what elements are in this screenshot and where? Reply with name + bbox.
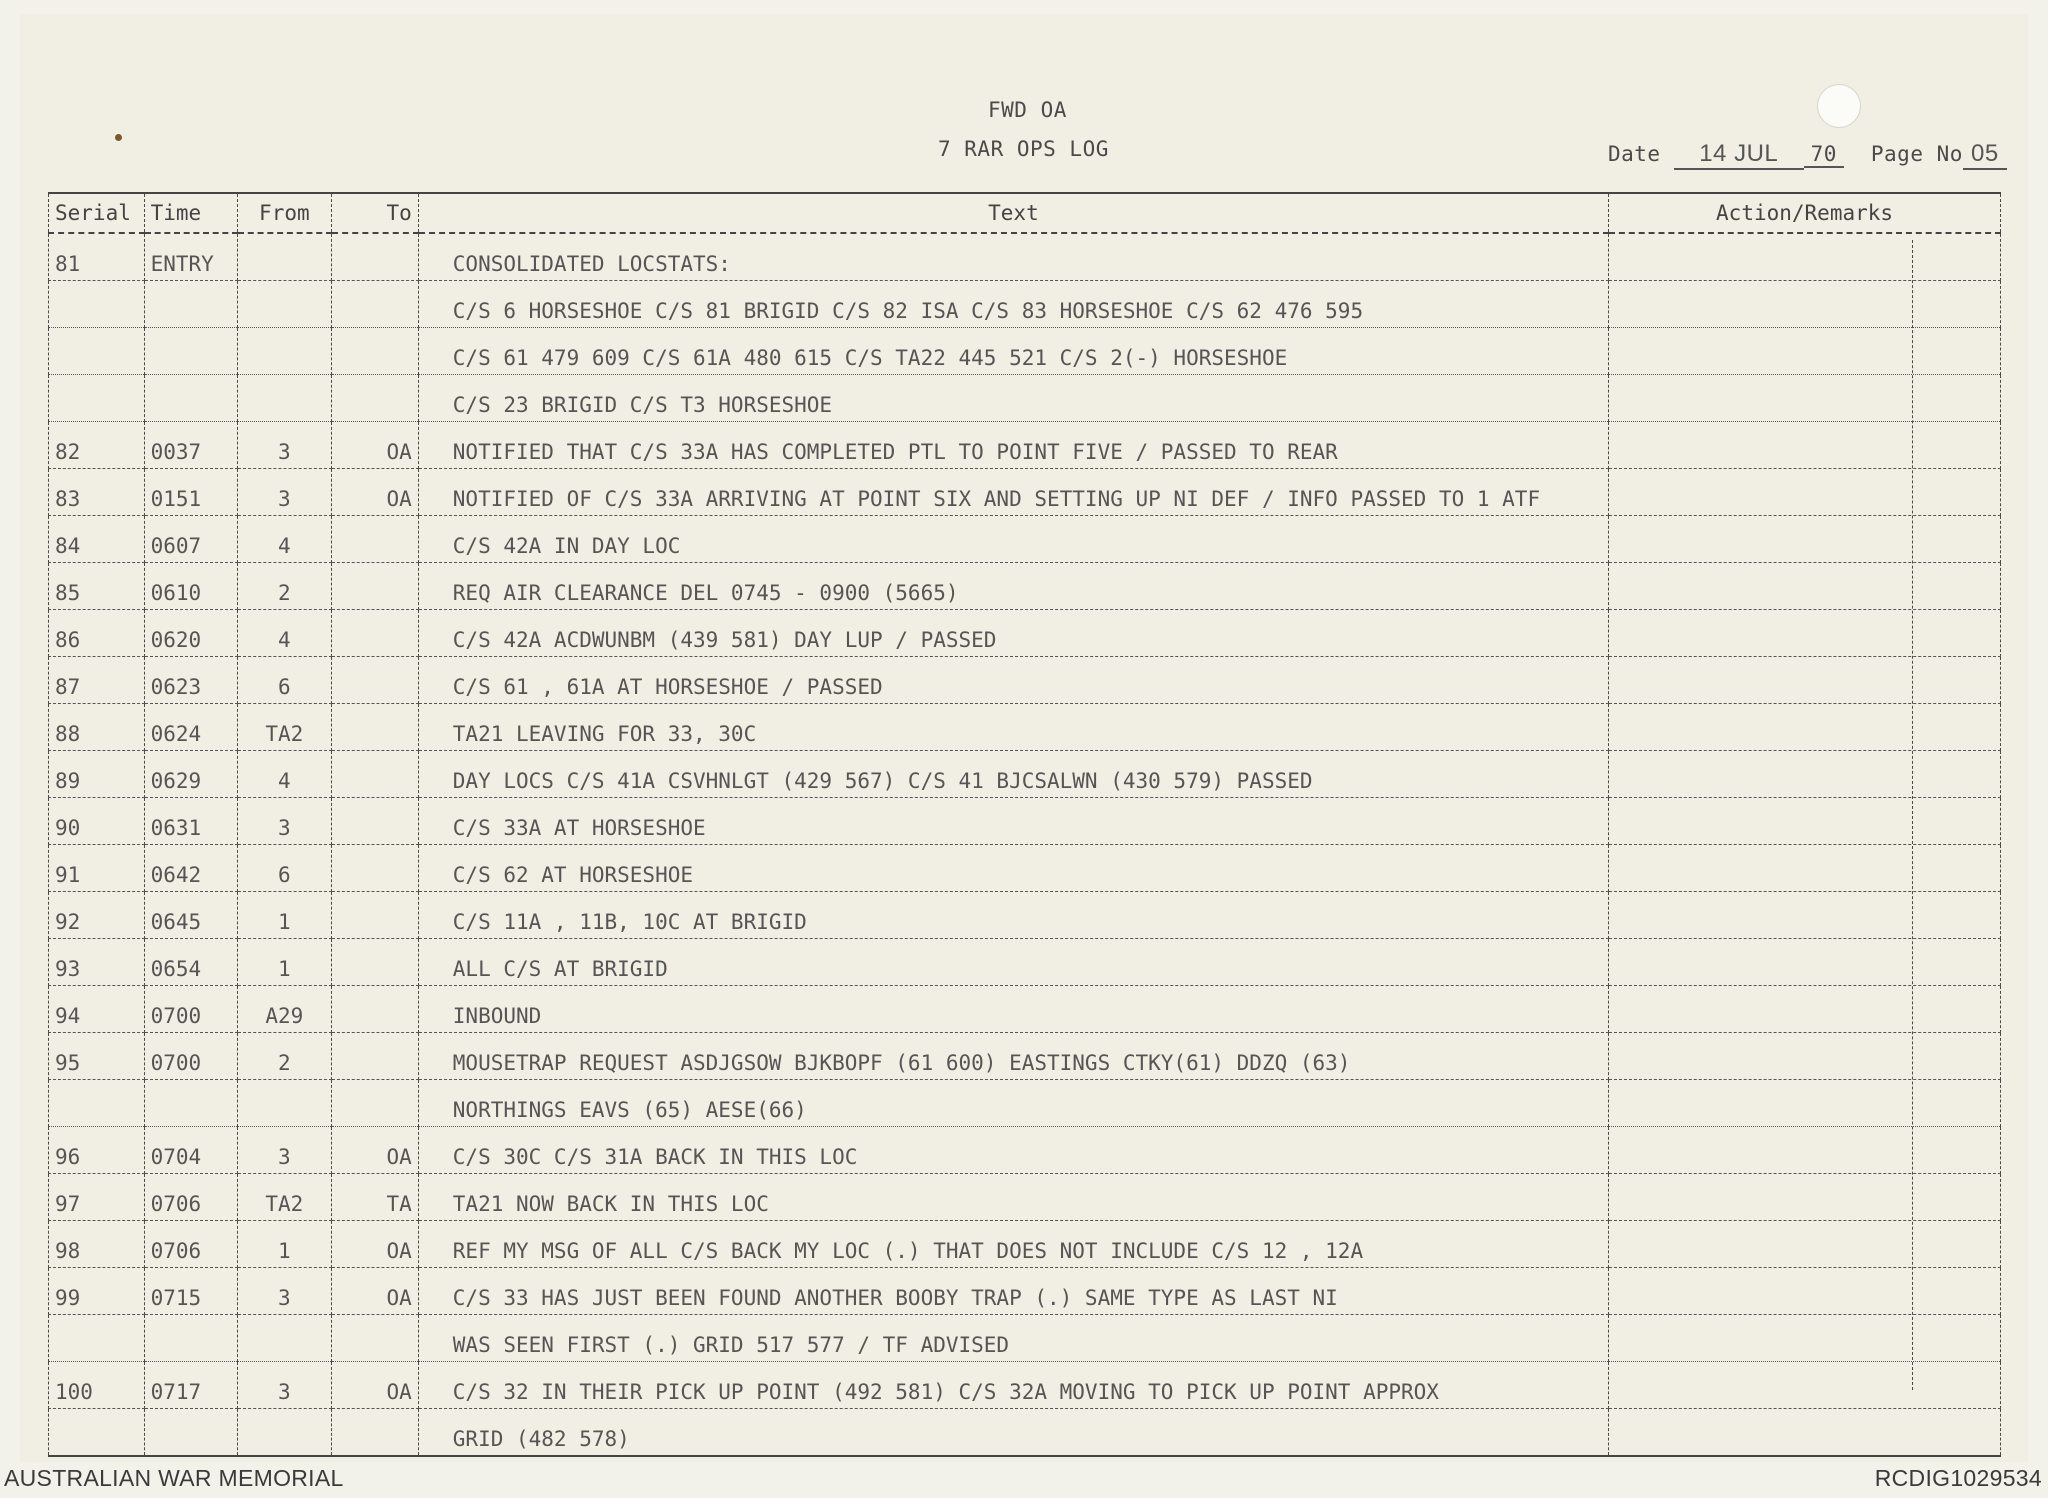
cell-from: 3: [238, 1268, 332, 1315]
cell-to: [331, 610, 418, 657]
cell-serial: 100: [49, 1362, 145, 1409]
cell-from: 4: [238, 610, 332, 657]
table-row: [49, 939, 2001, 986]
cell-serial: 99: [49, 1268, 145, 1315]
cell-from: 3: [238, 798, 332, 845]
cell-text: ALL C/S AT BRIGID: [418, 939, 1608, 986]
cell-time: 0706: [144, 1174, 238, 1221]
cell-from: TA2: [238, 704, 332, 751]
cell-time: 0607: [144, 516, 238, 563]
table-row: [49, 1362, 2001, 1409]
cell-to: [331, 892, 418, 939]
cell-to: [331, 233, 418, 281]
cell-serial: 84: [49, 516, 145, 563]
cell-time: ENTRY: [144, 233, 238, 281]
cell-from: [238, 328, 332, 375]
table-header-row: [49, 193, 2001, 233]
cell-action-remarks: [1609, 563, 2001, 610]
cell-text: C/S 42A ACDWUNBM (439 581) DAY LUP / PASSED: [418, 610, 1608, 657]
table-row: [49, 892, 2001, 939]
cell-time: 0624: [144, 704, 238, 751]
table-row: [49, 1315, 2001, 1362]
cell-text: REF MY MSG OF ALL C/S BACK MY LOC (.) THAT DOES NOT INCLUDE C/S 12 , 12A: [418, 1221, 1608, 1268]
cell-text: CONSOLIDATED LOCSTATS:: [418, 233, 1608, 281]
cell-serial: 83: [49, 469, 145, 516]
cell-from: [238, 1315, 332, 1362]
cell-serial: 92: [49, 892, 145, 939]
table-row: [49, 375, 2001, 422]
cell-from: 3: [238, 422, 332, 469]
table-row: [49, 1409, 2001, 1457]
cell-from: 2: [238, 563, 332, 610]
cell-from: 1: [238, 1221, 332, 1268]
cell-action-remarks: [1609, 1221, 2001, 1268]
cell-action-remarks: [1609, 1127, 2001, 1174]
log-body: [49, 233, 2001, 1456]
date-label: Date: [1608, 142, 1661, 166]
log-title: 7 RAR OPS LOG: [938, 137, 1109, 161]
cell-time: 0610: [144, 563, 238, 610]
cell-time: 0623: [144, 657, 238, 704]
cell-to: [331, 375, 418, 422]
cell-time: 0037: [144, 422, 238, 469]
cell-action-remarks: [1609, 281, 2001, 328]
cell-to: OA: [331, 469, 418, 516]
col-from: From: [238, 193, 332, 233]
table-row: [49, 704, 2001, 751]
cell-time: [144, 1080, 238, 1127]
table-row: [49, 1174, 2001, 1221]
cell-from: TA2: [238, 1174, 332, 1221]
cell-text: C/S 6 HORSESHOE C/S 81 BRIGID C/S 82 ISA C/S 83 HORSESHOE C/S 62 476 595: [418, 281, 1608, 328]
cell-action-remarks: [1609, 939, 2001, 986]
table-row: [49, 1127, 2001, 1174]
action-remarks-divider: [1912, 240, 1913, 1390]
table-row: [49, 845, 2001, 892]
cell-serial: 89: [49, 751, 145, 798]
unit-label: FWD OA: [988, 98, 1067, 122]
cell-from: 3: [238, 1127, 332, 1174]
cell-to: OA: [331, 422, 418, 469]
cell-serial: 86: [49, 610, 145, 657]
cell-serial: [49, 1315, 145, 1362]
cell-time: [144, 375, 238, 422]
cell-text: C/S 33 HAS JUST BEEN FOUND ANOTHER BOOBY TRAP (.) SAME TYPE AS LAST NI: [418, 1268, 1608, 1315]
cell-serial: [49, 1409, 145, 1457]
cell-time: [144, 1315, 238, 1362]
ops-log-table: [48, 192, 2001, 1457]
col-action-remarks: Action/Remarks: [1609, 193, 2001, 233]
cell-action-remarks: [1609, 422, 2001, 469]
cell-text: C/S 61 , 61A AT HORSESHOE / PASSED: [418, 657, 1608, 704]
cell-time: 0700: [144, 986, 238, 1033]
cell-from: [238, 375, 332, 422]
cell-from: [238, 1080, 332, 1127]
cell-time: 0704: [144, 1127, 238, 1174]
cell-text: NOTIFIED OF C/S 33A ARRIVING AT POINT SIX AND SETTING UP NI DEF / INFO PASSED TO 1 ATF: [418, 469, 1608, 516]
cell-to: [331, 1409, 418, 1457]
col-text: Text: [418, 193, 1608, 233]
cell-text: MOUSETRAP REQUEST ASDJGSOW BJKBOPF (61 600) EASTINGS CTKY(61) DDZQ (63): [418, 1033, 1608, 1080]
table-row: [49, 233, 2001, 281]
cell-from: 2: [238, 1033, 332, 1080]
cell-to: [331, 281, 418, 328]
cell-action-remarks: [1609, 375, 2001, 422]
cell-to: [331, 563, 418, 610]
table-row: [49, 328, 2001, 375]
cell-time: 0620: [144, 610, 238, 657]
cell-to: [331, 328, 418, 375]
cell-action-remarks: [1609, 610, 2001, 657]
cell-serial: 90: [49, 798, 145, 845]
cell-from: 4: [238, 751, 332, 798]
cell-time: 0717: [144, 1362, 238, 1409]
cell-text: C/S 42A IN DAY LOC: [418, 516, 1608, 563]
cell-to: OA: [331, 1127, 418, 1174]
footer-id: RCDIG1029534: [1874, 1465, 2042, 1491]
cell-action-remarks: [1609, 704, 2001, 751]
cell-action-remarks: [1609, 469, 2001, 516]
cell-to: [331, 751, 418, 798]
cell-to: OA: [331, 1362, 418, 1409]
cell-time: 0706: [144, 1221, 238, 1268]
cell-text: DAY LOCS C/S 41A CSVHNLGT (429 567) C/S 41 BJCSALWN (430 579) PASSED: [418, 751, 1608, 798]
cell-from: 3: [238, 469, 332, 516]
cell-from: 1: [238, 939, 332, 986]
cell-text: C/S 30C C/S 31A BACK IN THIS LOC: [418, 1127, 1608, 1174]
cell-from: 1: [238, 892, 332, 939]
page-value: 05: [1963, 140, 2007, 170]
cell-time: 0700: [144, 1033, 238, 1080]
cell-text: C/S 62 AT HORSESHOE: [418, 845, 1608, 892]
cell-from: 3: [238, 1362, 332, 1409]
cell-serial: 94: [49, 986, 145, 1033]
cell-to: OA: [331, 1221, 418, 1268]
cell-action-remarks: [1609, 1033, 2001, 1080]
table-row: [49, 798, 2001, 845]
table-row: [49, 281, 2001, 328]
cell-text: C/S 23 BRIGID C/S T3 HORSESHOE: [418, 375, 1608, 422]
cell-to: [331, 986, 418, 1033]
cell-from: [238, 233, 332, 281]
table-row: [49, 986, 2001, 1033]
cell-time: [144, 1409, 238, 1457]
cell-action-remarks: [1609, 986, 2001, 1033]
table-row: [49, 469, 2001, 516]
cell-to: [331, 845, 418, 892]
cell-text: C/S 61 479 609 C/S 61A 480 615 C/S TA22 445 521 C/S 2(-) HORSESHOE: [418, 328, 1608, 375]
cell-action-remarks: [1609, 798, 2001, 845]
table-row: [49, 1080, 2001, 1127]
table-row: [49, 610, 2001, 657]
cell-serial: 96: [49, 1127, 145, 1174]
cell-time: [144, 281, 238, 328]
cell-to: [331, 939, 418, 986]
cell-to: [331, 516, 418, 563]
cell-action-remarks: [1609, 516, 2001, 563]
table-row: [49, 1268, 2001, 1315]
cell-serial: 93: [49, 939, 145, 986]
cell-time: 0629: [144, 751, 238, 798]
year-value: 70: [1804, 142, 1844, 168]
cell-time: [144, 328, 238, 375]
cell-serial: 87: [49, 657, 145, 704]
ink-spot: [115, 134, 122, 141]
cell-time: 0715: [144, 1268, 238, 1315]
cell-serial: 98: [49, 1221, 145, 1268]
cell-from: 6: [238, 657, 332, 704]
cell-time: 0645: [144, 892, 238, 939]
cell-action-remarks: [1609, 845, 2001, 892]
cell-text: REQ AIR CLEARANCE DEL 0745 - 0900 (5665): [418, 563, 1608, 610]
col-to: To: [331, 193, 418, 233]
cell-serial: [49, 375, 145, 422]
cell-action-remarks: [1609, 1362, 2001, 1409]
cell-action-remarks: [1609, 1409, 2001, 1457]
cell-serial: [49, 328, 145, 375]
cell-serial: 82: [49, 422, 145, 469]
cell-serial: [49, 281, 145, 328]
table-row: [49, 657, 2001, 704]
date-field: [1608, 140, 2007, 170]
cell-text: WAS SEEN FIRST (.) GRID 517 577 / TF ADVISED: [418, 1315, 1608, 1362]
cell-action-remarks: [1609, 1080, 2001, 1127]
footer-source: AUSTRALIAN WAR MEMORIAL: [4, 1465, 344, 1491]
cell-action-remarks: [1609, 1174, 2001, 1221]
cell-serial: 85: [49, 563, 145, 610]
cell-from: A29: [238, 986, 332, 1033]
punch-hole: [1817, 84, 1861, 128]
cell-time: 0654: [144, 939, 238, 986]
cell-serial: 95: [49, 1033, 145, 1080]
cell-action-remarks: [1609, 1268, 2001, 1315]
cell-action-remarks: [1609, 657, 2001, 704]
cell-text: C/S 33A AT HORSESHOE: [418, 798, 1608, 845]
cell-from: [238, 1409, 332, 1457]
table-row: [49, 751, 2001, 798]
cell-text: NOTIFIED THAT C/S 33A HAS COMPLETED PTL TO POINT FIVE / PASSED TO REAR: [418, 422, 1608, 469]
date-value: 14 JUL: [1674, 140, 1804, 170]
cell-text: TA21 LEAVING FOR 33, 30C: [418, 704, 1608, 751]
cell-from: [238, 281, 332, 328]
cell-action-remarks: [1609, 892, 2001, 939]
cell-text: GRID (482 578): [418, 1409, 1608, 1457]
col-serial: Serial: [49, 193, 145, 233]
cell-text: NORTHINGS EAVS (65) AESE(66): [418, 1080, 1608, 1127]
table-row: [49, 1221, 2001, 1268]
table-row: [49, 516, 2001, 563]
cell-serial: 97: [49, 1174, 145, 1221]
cell-to: [331, 1080, 418, 1127]
cell-text: INBOUND: [418, 986, 1608, 1033]
cell-serial: [49, 1080, 145, 1127]
cell-to: TA: [331, 1174, 418, 1221]
cell-time: 0642: [144, 845, 238, 892]
cell-to: [331, 798, 418, 845]
cell-from: 4: [238, 516, 332, 563]
cell-text: C/S 11A , 11B, 10C AT BRIGID: [418, 892, 1608, 939]
col-time: Time: [144, 193, 238, 233]
page-label: Page No: [1870, 142, 1963, 166]
cell-to: [331, 657, 418, 704]
cell-action-remarks: [1609, 751, 2001, 798]
cell-time: 0631: [144, 798, 238, 845]
cell-serial: 88: [49, 704, 145, 751]
cell-text: TA21 NOW BACK IN THIS LOC: [418, 1174, 1608, 1221]
cell-to: [331, 1315, 418, 1362]
cell-time: 0151: [144, 469, 238, 516]
cell-to: OA: [331, 1268, 418, 1315]
table-row: [49, 563, 2001, 610]
table-row: [49, 422, 2001, 469]
cell-action-remarks: [1609, 1315, 2001, 1362]
cell-action-remarks: [1609, 233, 2001, 281]
cell-serial: 81: [49, 233, 145, 281]
cell-to: [331, 1033, 418, 1080]
table-row: [49, 1033, 2001, 1080]
cell-serial: 91: [49, 845, 145, 892]
cell-from: 6: [238, 845, 332, 892]
cell-to: [331, 704, 418, 751]
cell-action-remarks: [1609, 328, 2001, 375]
cell-text: C/S 32 IN THEIR PICK UP POINT (492 581) C/S 32A MOVING TO PICK UP POINT APPROX: [418, 1362, 1608, 1409]
